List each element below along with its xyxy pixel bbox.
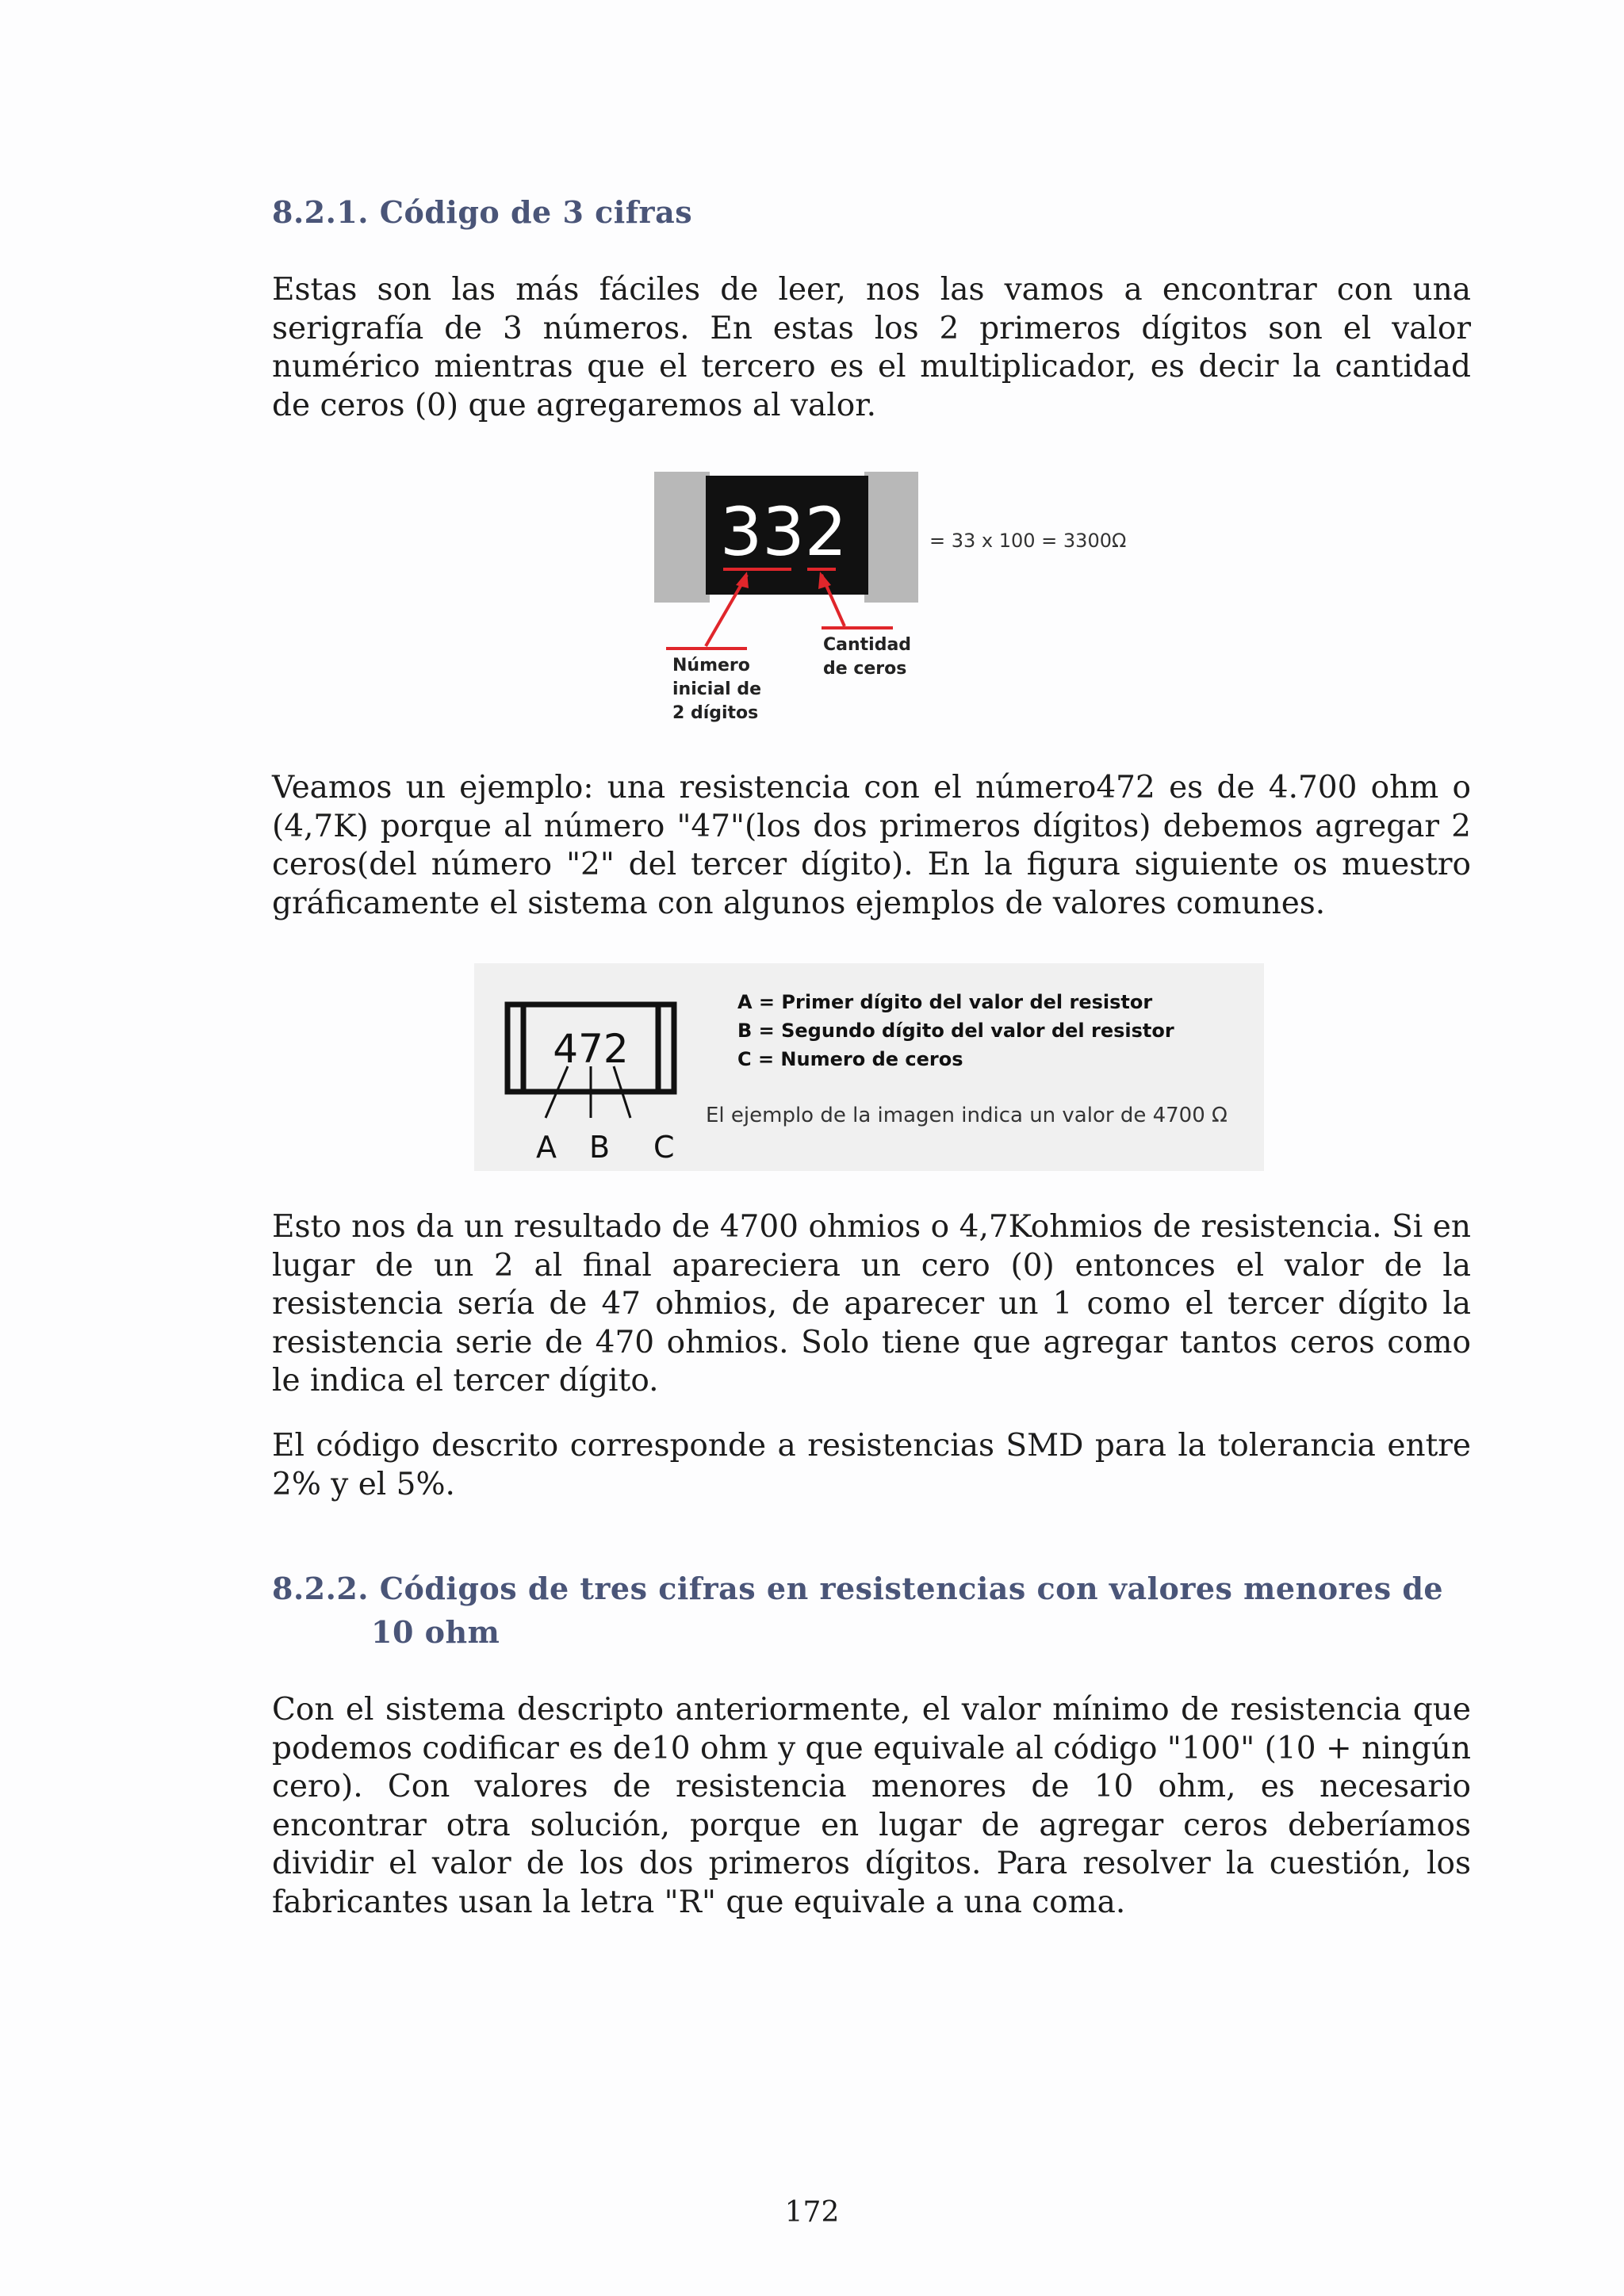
section-heading-8-2-1: 8.2.1. Código de 3 cifras: [272, 194, 693, 230]
paragraph-tolerance: El código descrito corresponde a resistencias SMD para la tolerancia entre 2% y el 5%.: [272, 1428, 1471, 1502]
equation: = 33 x 100 = 3300Ω: [929, 530, 1127, 552]
resistor-end-cap-left: [654, 472, 710, 603]
svg-text:Cantidad de ceros: [823, 635, 917, 679]
letter-c: C: [653, 1130, 675, 1165]
smd-332-diagram: [650, 468, 1158, 737]
paragraph-example: Veamos un ejemplo: una resistencia con el número472 es de 4.700 ohm o (4,7K) porque al número "47"(los dos primeros dígitos) debemos agregar 2 ceros(del número "2" del tercer dígito). En la figura siguiente os muestro gráficamente el sistema con algunos ejemplos de valores comunes.: [272, 770, 1471, 921]
example-note: El ejemplo de la imagen indica un valor de 4700 Ω: [706, 1104, 1228, 1127]
legend-b: B = Segundo dígito del valor del resistor: [737, 1020, 1174, 1042]
label-initial-2: inicial de: [672, 679, 762, 699]
diagram-472: [474, 963, 1264, 1171]
paragraph-low-values: Con el sistema descripto anteriormente, el valor mínimo de resistencia que podemos codificar es de10 ohm y que equivale al código "100" (10 + ningún cero). Con valores de resistencia menores de 10 ohm, es necesario encontrar otra solución, porque en lugar de agregar ceros deberíamos dividir el valor de los dos primeros dígitos. Para resolver la cuestión, los fabricantes usan la letra "R" que equivale a una coma.: [272, 1692, 1471, 1920]
svg-text:Número inicial de: [672, 656, 768, 723]
label-initial-1: Número: [672, 656, 750, 675]
page-number: 172: [784, 2196, 840, 2229]
letter-b: B: [589, 1130, 611, 1165]
label-initial-3: 2 dígitos: [672, 703, 759, 723]
paragraph-result: Esto nos da un resultado de 4700 ohmios o 4,7Kohmios de resistencia. Si en lugar de un 2 al final apareciera un cero (0) entonces el valor de la resistencia sería de 47 ohmios, de aparecer un 1 como el tercer dígito la resistencia serie de 470 ohmios. Solo tiene que agregar tantos ceros como le indica el tercer dígito.: [272, 1209, 1471, 1399]
figure-smd-332: [650, 468, 1158, 737]
resistor-code-472: 472: [553, 1026, 629, 1072]
label-zeros-2: de ceros: [823, 659, 907, 679]
legend-a: A = Primer dígito del valor del resistor: [737, 991, 1153, 1013]
legend-c: C = Numero de ceros: [737, 1048, 963, 1070]
section-heading-8-2-2: 8.2.2. Códigos de tres cifras en resistencias con valores menores de: [272, 1571, 1444, 1606]
letter-a: A: [536, 1130, 557, 1165]
label-zeros-1: Cantidad: [823, 635, 912, 655]
resistor-code: 332: [719, 493, 848, 571]
paragraph-intro: Estas son las más fáciles de leer, nos las vamos a encontrar con una serigrafía de 3 números. En estas los 2 primeros dígitos son el valor numérico mientras que el tercero es el multiplicador, es decir la cantidad de ceros (0) que agregaremos al valor.: [272, 272, 1471, 423]
resistor-end-cap-right: [864, 472, 918, 603]
section-heading-8-2-2-cont: 10 ohm: [371, 1614, 500, 1650]
figure-472-legend: [474, 963, 1264, 1171]
